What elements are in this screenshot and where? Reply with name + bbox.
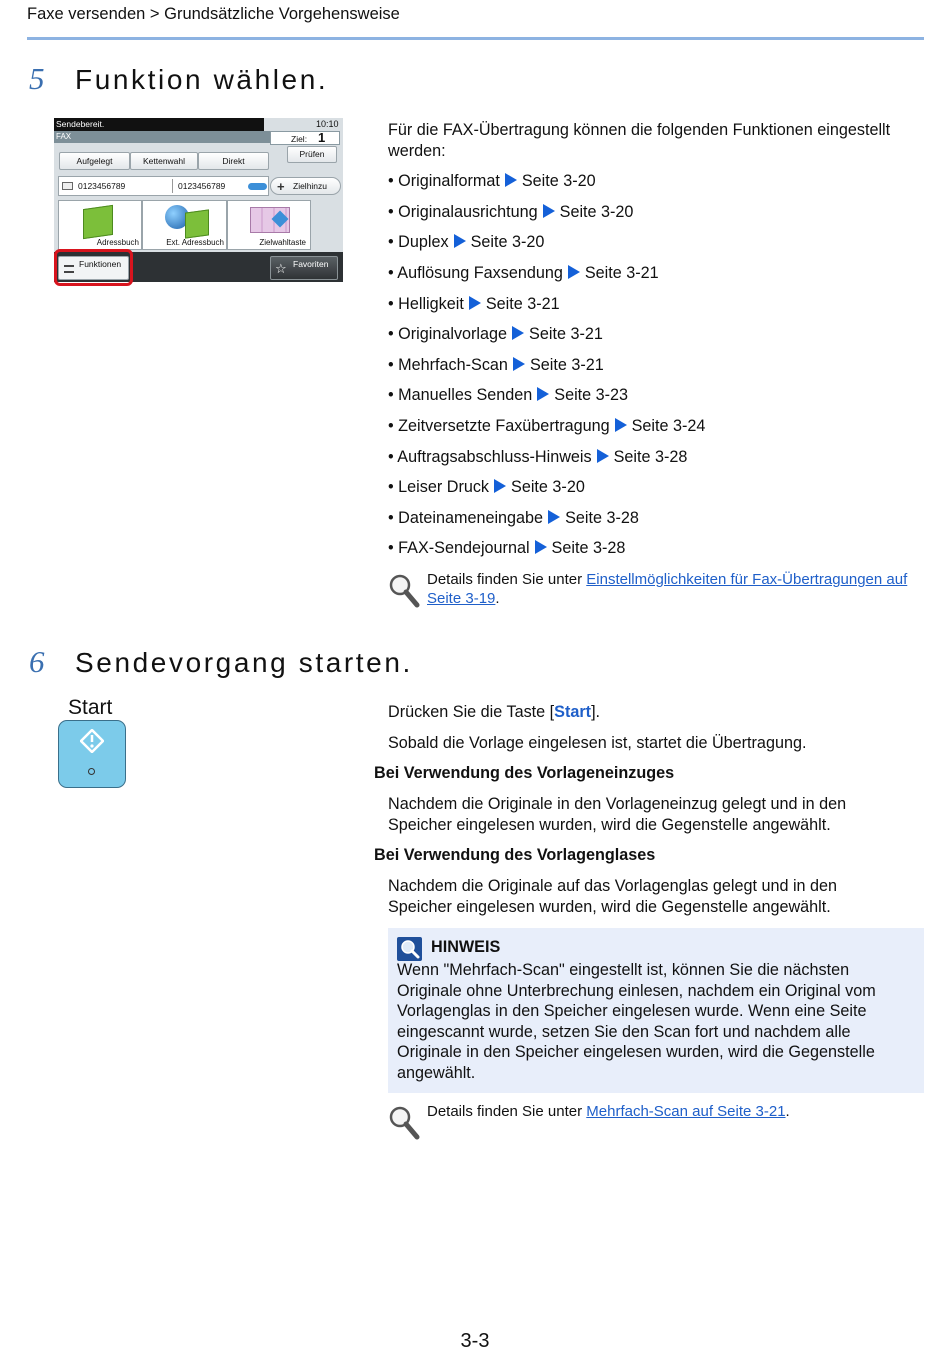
- step-number: 6: [29, 644, 45, 679]
- arrow-right-icon: [537, 387, 549, 401]
- step-title: Funktion wählen.: [75, 64, 329, 95]
- list-item-label: • Originalformat: [388, 172, 500, 190]
- panel-status-bar: Sendebereit.: [54, 118, 264, 131]
- panel-zielhinzu-label: Zielhinzu: [293, 181, 328, 191]
- press-start-text: [388, 702, 600, 723]
- details-note: [427, 1102, 927, 1121]
- arrow-right-icon: [615, 418, 627, 432]
- list-item-ref[interactable]: Seite 3-23: [554, 386, 629, 404]
- header-rule: [27, 37, 924, 40]
- panel-tile-label: Adressbuch: [96, 238, 139, 247]
- panel-ziel-label: Ziel:: [291, 134, 308, 144]
- list-item: [388, 293, 560, 315]
- list-item-ref[interactable]: Seite 3-20: [521, 172, 596, 190]
- arrow-right-icon: [548, 510, 560, 524]
- list-item-label: • Manuelles Senden: [388, 386, 533, 404]
- list-item-label: • Leiser Druck: [388, 478, 490, 496]
- press-prefix: Drücken Sie die Taste [: [388, 703, 555, 721]
- arrow-right-icon: [568, 265, 580, 279]
- keyboard-icon: [248, 183, 267, 190]
- panel-time: 10:10: [316, 119, 339, 129]
- arrow-right-icon: [454, 234, 466, 248]
- start-button-illustration: [58, 720, 126, 788]
- start-key-label: Start: [68, 696, 113, 719]
- note-prefix: Details finden Sie unter: [427, 1103, 587, 1120]
- list-item-label: • Dateinameneingabe: [388, 509, 544, 527]
- plus-icon: +: [277, 179, 285, 194]
- arrow-right-icon: [512, 326, 524, 340]
- panel-favoriten-label: Favoriten: [293, 259, 329, 269]
- panel-tile-label: Ext. Adressbuch: [166, 238, 224, 247]
- list-item-ref[interactable]: Seite 3-21: [529, 356, 604, 374]
- list-item: [388, 323, 603, 345]
- panel-tile-label: Zielwahltaste: [259, 238, 306, 247]
- panel-tab-direkt: Direkt: [198, 152, 269, 170]
- section-heading-platen: Bei Verwendung des Vorlagenglases: [374, 846, 656, 864]
- functions-intro: Für die FAX-Übertragung können die folgenden Funktionen eingestellt werden:: [388, 121, 891, 160]
- arrow-right-icon: [469, 296, 481, 310]
- indicator-lamp-icon: [88, 768, 95, 775]
- panel-tile-zielwahltaste: [227, 200, 311, 250]
- list-item: [388, 262, 659, 284]
- list-item-label: • Mehrfach-Scan: [388, 356, 508, 374]
- fax-icon: [62, 182, 73, 190]
- list-item-ref[interactable]: Seite 3-21: [485, 295, 560, 313]
- list-item-ref[interactable]: Seite 3-20: [511, 478, 585, 496]
- list-item-ref[interactable]: Seite 3-28: [551, 539, 626, 557]
- list-item: [388, 201, 633, 223]
- hinweis-text: Wenn "Mehrfach-Scan" eingestellt ist, können Sie die nächsten Originale ohne Unterbrechung einlesen, nachdem ein Original vom Vorlagenglas in den Speicher eingelesen wurde. Wenn eine Seite eingescannt wurde, setzen Sie den Scan fort und nachdem alle Originale in den Speicher eingelesen wurden, wird die Gegenstelle angewählt.: [397, 961, 876, 1082]
- note-link[interactable]: Einstellmöglichkeiten für Fax-Übertragungen auf Seite 3-19: [427, 571, 908, 607]
- document-processor-text: Nachdem die Originale in den Vorlageneinzug gelegt und in den Speicher eingelesen wurden, wird die Gegenstelle angewählt.: [388, 795, 847, 834]
- panel-tab-aufgelegt: Aufgelegt: [59, 152, 130, 170]
- note-prefix: Details finden Sie unter: [427, 571, 587, 588]
- list-item: [388, 446, 687, 468]
- hinweis-title: HINWEIS: [431, 938, 501, 956]
- list-item-ref[interactable]: Seite 3-24: [631, 417, 706, 435]
- panel-zielhinzu-button: [270, 177, 341, 195]
- platen-text: Nachdem die Originale auf das Vorlagenglas gelegt und in den Speicher eingelesen wurden, wird die Gegenstelle angewählt.: [388, 877, 838, 916]
- list-item-ref[interactable]: Seite 3-28: [613, 448, 688, 466]
- arrow-right-icon: [597, 449, 609, 463]
- list-item: [388, 170, 596, 192]
- list-item: [388, 231, 544, 253]
- breadcrumb: Faxe versenden > Grundsätzliche Vorgehensweise: [27, 5, 400, 23]
- list-item: [388, 415, 705, 437]
- step-number: 5: [29, 61, 45, 96]
- list-item-label: • Helligkeit: [388, 295, 464, 313]
- panel-number-field: [58, 176, 269, 196]
- step-title: Sendevorgang starten.: [75, 647, 413, 678]
- panel-favoriten-button: [270, 256, 338, 280]
- list-item-label: • Duplex: [388, 233, 449, 251]
- start-diamond-icon: [80, 729, 104, 753]
- list-item: [388, 354, 604, 376]
- list-item-label: • Zeitversetzte Faxübertragung: [388, 417, 610, 435]
- panel-field-value-2: 0123456789: [178, 181, 226, 191]
- transmission-text: Sobald die Vorlage eingelesen ist, startet die Übertragung.: [388, 734, 807, 752]
- panel-tab-kettenwahl: Kettenwahl: [130, 152, 198, 170]
- magnifier-icon: [388, 573, 420, 609]
- list-item-label: • Auflösung Faxsendung: [388, 264, 563, 282]
- panel-field-value-1: 0123456789: [78, 181, 126, 191]
- list-item: [388, 384, 628, 406]
- panel-tile-ext-adressbuch: [142, 200, 227, 250]
- section-heading-document-processor: Bei Verwendung des Vorlageneinzuges: [374, 764, 675, 782]
- list-item-label: • Originalausrichtung: [388, 203, 538, 221]
- highlight-frame: [54, 249, 133, 286]
- list-item-ref[interactable]: Seite 3-28: [565, 509, 639, 527]
- panel-pruefen-button: Prüfen: [287, 146, 337, 163]
- panel-field-divider: [172, 179, 173, 193]
- arrow-right-icon: [494, 479, 506, 493]
- start-key-name: Start: [554, 703, 592, 721]
- list-item-label: • Auftragsabschluss-Hinweis: [388, 448, 592, 466]
- panel-mode-bar: FAX: [54, 131, 271, 143]
- list-item-label: • FAX-Sendejournal: [388, 539, 530, 557]
- list-item: [388, 537, 625, 559]
- list-item-ref[interactable]: Seite 3-21: [584, 264, 659, 282]
- arrow-right-icon: [535, 540, 547, 554]
- star-icon: ☆: [275, 261, 287, 276]
- arrow-right-icon: [543, 204, 555, 218]
- list-item-ref[interactable]: Seite 3-20: [470, 233, 545, 251]
- list-item-label: • Originalvorlage: [388, 325, 508, 343]
- arrow-right-icon: [505, 173, 517, 187]
- note-suffix: .: [495, 590, 500, 607]
- note-link[interactable]: Mehrfach-Scan auf Seite 3-21: [586, 1103, 786, 1120]
- list-item-ref[interactable]: Seite 3-20: [559, 203, 634, 221]
- panel-ziel-count: 1: [318, 130, 326, 145]
- note-suffix: .: [785, 1103, 790, 1120]
- list-item-ref[interactable]: Seite 3-21: [529, 325, 603, 343]
- details-note: [427, 570, 927, 608]
- magnifier-icon: [388, 1105, 420, 1141]
- address-book-icon: [185, 209, 209, 238]
- panel-ziel-box: [270, 131, 340, 145]
- page-number: 3-3: [460, 1330, 490, 1352]
- note-icon: [397, 937, 422, 961]
- arrow-right-icon: [513, 357, 525, 371]
- list-item: [388, 507, 639, 529]
- panel-tile-adressbuch: [58, 200, 142, 250]
- panel-funktionen-label: Funktionen: [79, 259, 122, 269]
- press-suffix: ].: [591, 703, 601, 721]
- list-item: [388, 476, 585, 498]
- address-book-icon: [83, 205, 113, 239]
